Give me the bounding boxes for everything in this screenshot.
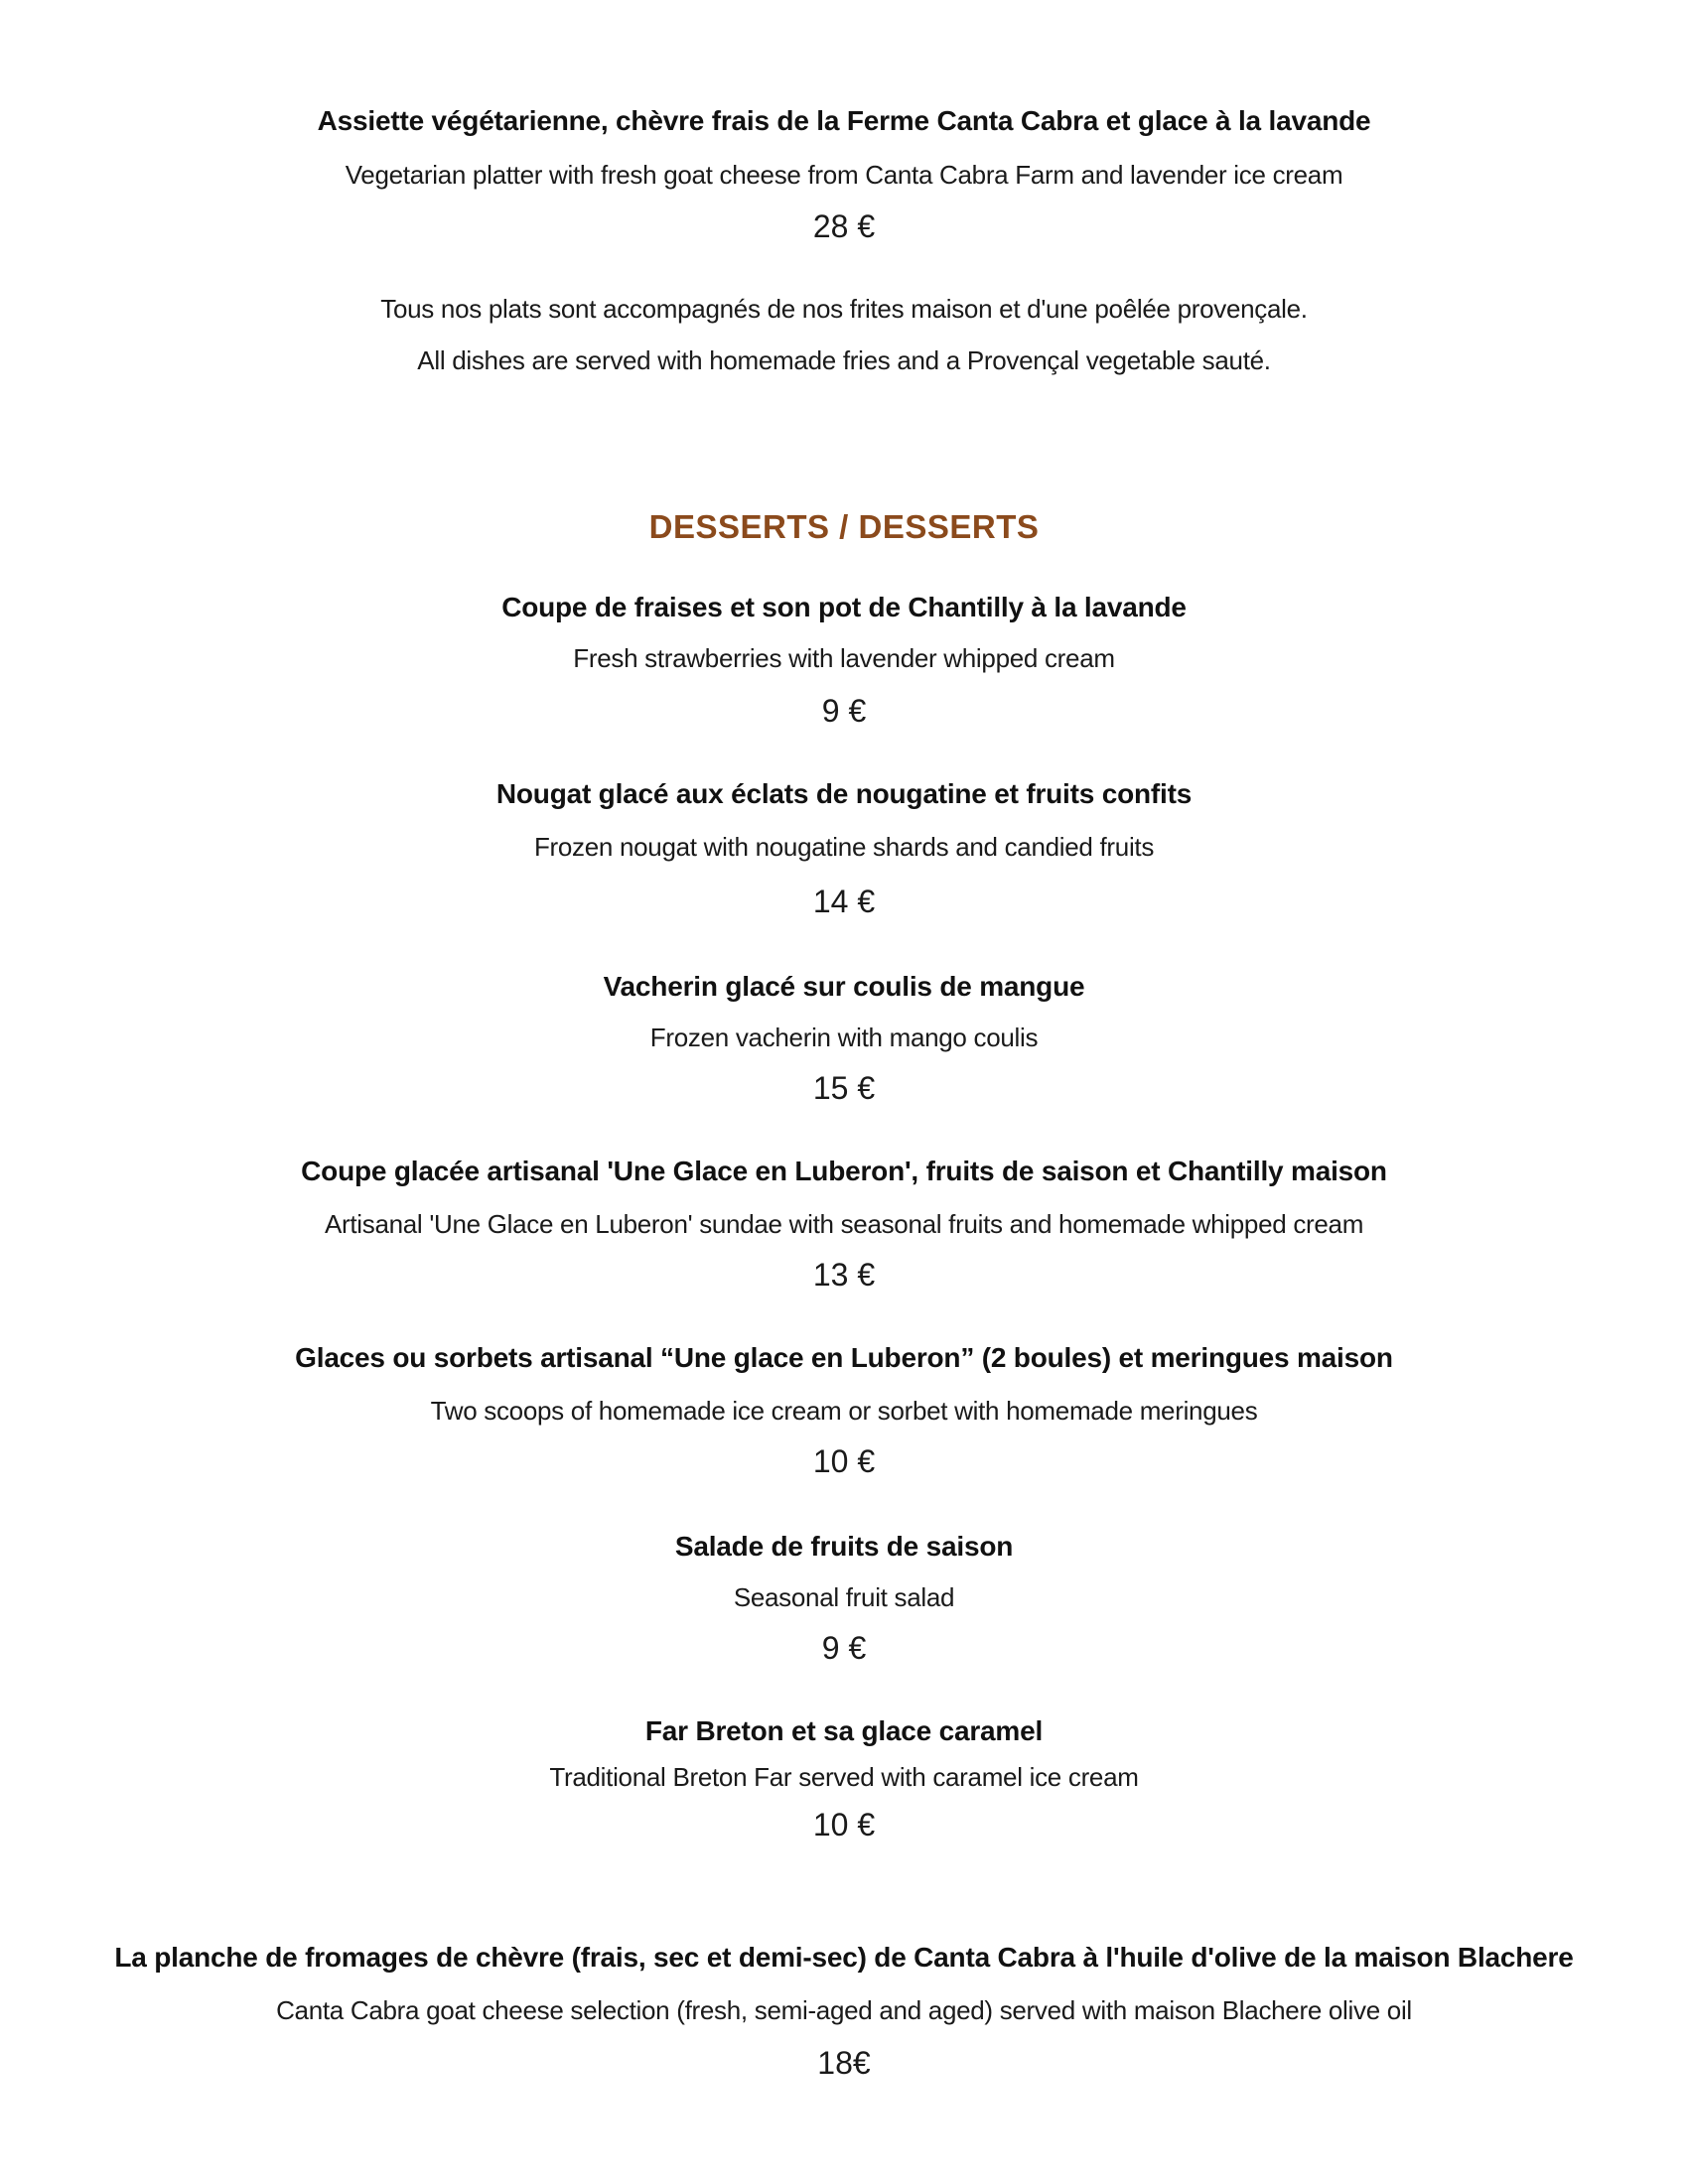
dessert-description: Frozen nougat with nougatine shards and candied fruits	[533, 832, 1155, 862]
side-dishes-note-en: All dishes are served with homemade fries and a Provençal vegetable sauté.	[417, 345, 1271, 375]
dessert-description: Fresh strawberries with lavender whipped cream	[573, 643, 1115, 673]
vegetarian-platter-description: Vegetarian platter with fresh goat cheese from Canta Cabra Farm and lavender ice cream	[345, 160, 1343, 190]
dessert-description: Traditional Breton Far served with caramel ice cream	[549, 1762, 1139, 1792]
dessert-price: 9 €	[821, 693, 867, 729]
dessert-title: Vacherin glacé sur coulis de mangue	[603, 971, 1085, 1002]
cheese-board-price: 18€	[817, 2045, 871, 2081]
dessert-description: Two scoops of homemade ice cream or sorbet with homemade meringues	[430, 1396, 1258, 1426]
dessert-description: Artisanal 'Une Glace en Luberon' sundae with seasonal fruits and homemade whipped cream	[324, 1209, 1364, 1239]
dessert-price: 10 €	[812, 1443, 876, 1479]
dessert-title: Glaces ou sorbets artisanal “Une glace en Luberon” (2 boules) et meringues maison	[295, 1342, 1393, 1373]
dessert-title: Coupe de fraises et son pot de Chantilly à la lavande	[501, 592, 1187, 622]
dessert-description: Frozen vacherin with mango coulis	[649, 1023, 1039, 1052]
cheese-board-description: Canta Cabra goat cheese selection (fresh, semi-aged and aged) served with maison Blachere olive oil	[276, 1995, 1412, 2025]
side-dishes-note-fr: Tous nos plats sont accompagnés de nos frites maison et d'une poêlée provençale.	[380, 294, 1308, 324]
dessert-price: 10 €	[812, 1807, 876, 1843]
vegetarian-platter-title: Assiette végétarienne, chèvre frais de la Ferme Canta Cabra et glace à la lavande	[317, 105, 1371, 136]
dessert-price: 13 €	[812, 1257, 876, 1293]
dessert-price: 15 €	[812, 1070, 876, 1106]
dessert-description: Seasonal fruit salad	[733, 1582, 955, 1612]
dessert-price: 9 €	[821, 1630, 867, 1666]
vegetarian-platter-price: 28 €	[812, 208, 876, 244]
dessert-title: Salade de fruits de saison	[674, 1531, 1014, 1562]
dessert-title: Coupe glacée artisanal 'Une Glace en Luberon', fruits de saison et Chantilly maison	[301, 1156, 1387, 1186]
dessert-title: Nougat glacé aux éclats de nougatine et fruits confits	[495, 778, 1193, 809]
dessert-title: Far Breton et sa glace caramel	[644, 1715, 1044, 1746]
cheese-board-title: La planche de fromages de chèvre (frais, sec et demi-sec) de Canta Cabra à l'huile d'olive de la maison Blachere	[114, 1942, 1574, 1973]
desserts-heading: DESSERTS / DESSERTS	[648, 508, 1040, 545]
dessert-price: 14 €	[812, 884, 876, 919]
